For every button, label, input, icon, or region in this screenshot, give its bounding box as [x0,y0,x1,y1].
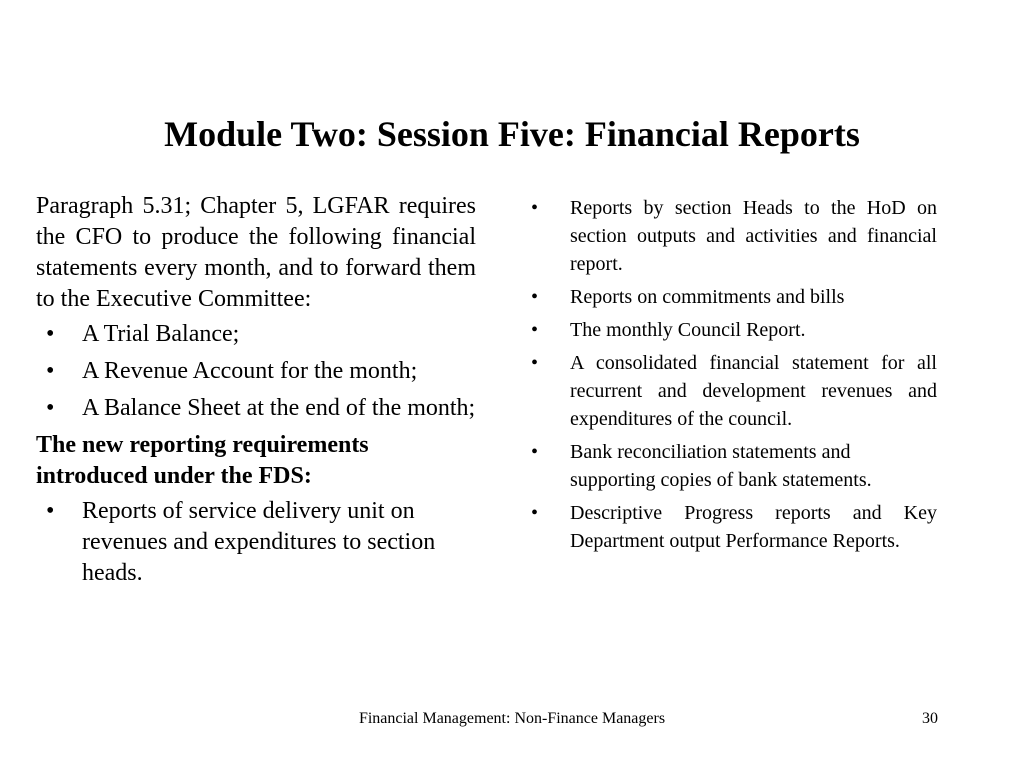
bullet-icon: • [531,286,539,308]
list-item [531,283,937,311]
list-item [36,356,476,387]
slide-title: Module Two: Session Five: Financial Reports [164,114,860,154]
list-item [36,496,476,589]
page-number: 30 [922,710,938,727]
bullet-icon: • [531,502,539,524]
list-item-text: Reports on commitments and bills [570,286,845,308]
list-item-text: The monthly Council Report. [570,319,806,341]
bullet-icon: • [531,441,539,463]
list-item [531,316,937,344]
list-item-text: Bank reconciliation statements and supporting copies of bank statements. [570,441,872,491]
list-item [531,194,937,278]
bullet-icon: • [46,498,55,524]
bullet-icon: • [531,319,539,341]
reports-list [531,194,937,555]
footer-course-title: Financial Management: Non-Finance Managers [358,710,666,727]
list-item-text: Descriptive Progress reports and Key Department output Performance Reports. [570,502,937,552]
right-column [531,194,937,560]
list-item [531,499,937,555]
list-item [531,349,937,433]
list-item-text: Reports of service delivery unit on revenues and expenditures to section heads. [82,498,436,586]
bullet-icon: • [531,352,539,374]
list-item [36,319,476,350]
list-item-text: Reports by section Heads to the HoD on section outputs and activities and financial report. [570,197,937,275]
statements-list [36,319,476,424]
list-item-text: A consolidated financial statement for all recurrent and development revenues and expenditures of the council. [570,352,937,430]
bullet-icon: • [531,197,539,219]
new-requirements-heading: The new reporting requirements introduced under the FDS: [36,432,369,489]
list-item-text: A Balance Sheet at the end of the month; [82,395,476,421]
list-item [531,438,937,494]
list-item-text: A Trial Balance; [82,321,240,347]
left-column [36,191,476,595]
bullet-icon: • [46,321,55,347]
bullet-icon: • [46,395,55,421]
new-requirements-list [36,496,476,589]
list-item [36,393,476,424]
bullet-icon: • [46,358,55,384]
intro-paragraph: Paragraph 5.31; Chapter 5, LGFAR requires the CFO to produce the following financial statements every month, and to forward them to the Executive Committee: [36,193,476,312]
list-item-text: A Revenue Account for the month; [82,358,418,384]
